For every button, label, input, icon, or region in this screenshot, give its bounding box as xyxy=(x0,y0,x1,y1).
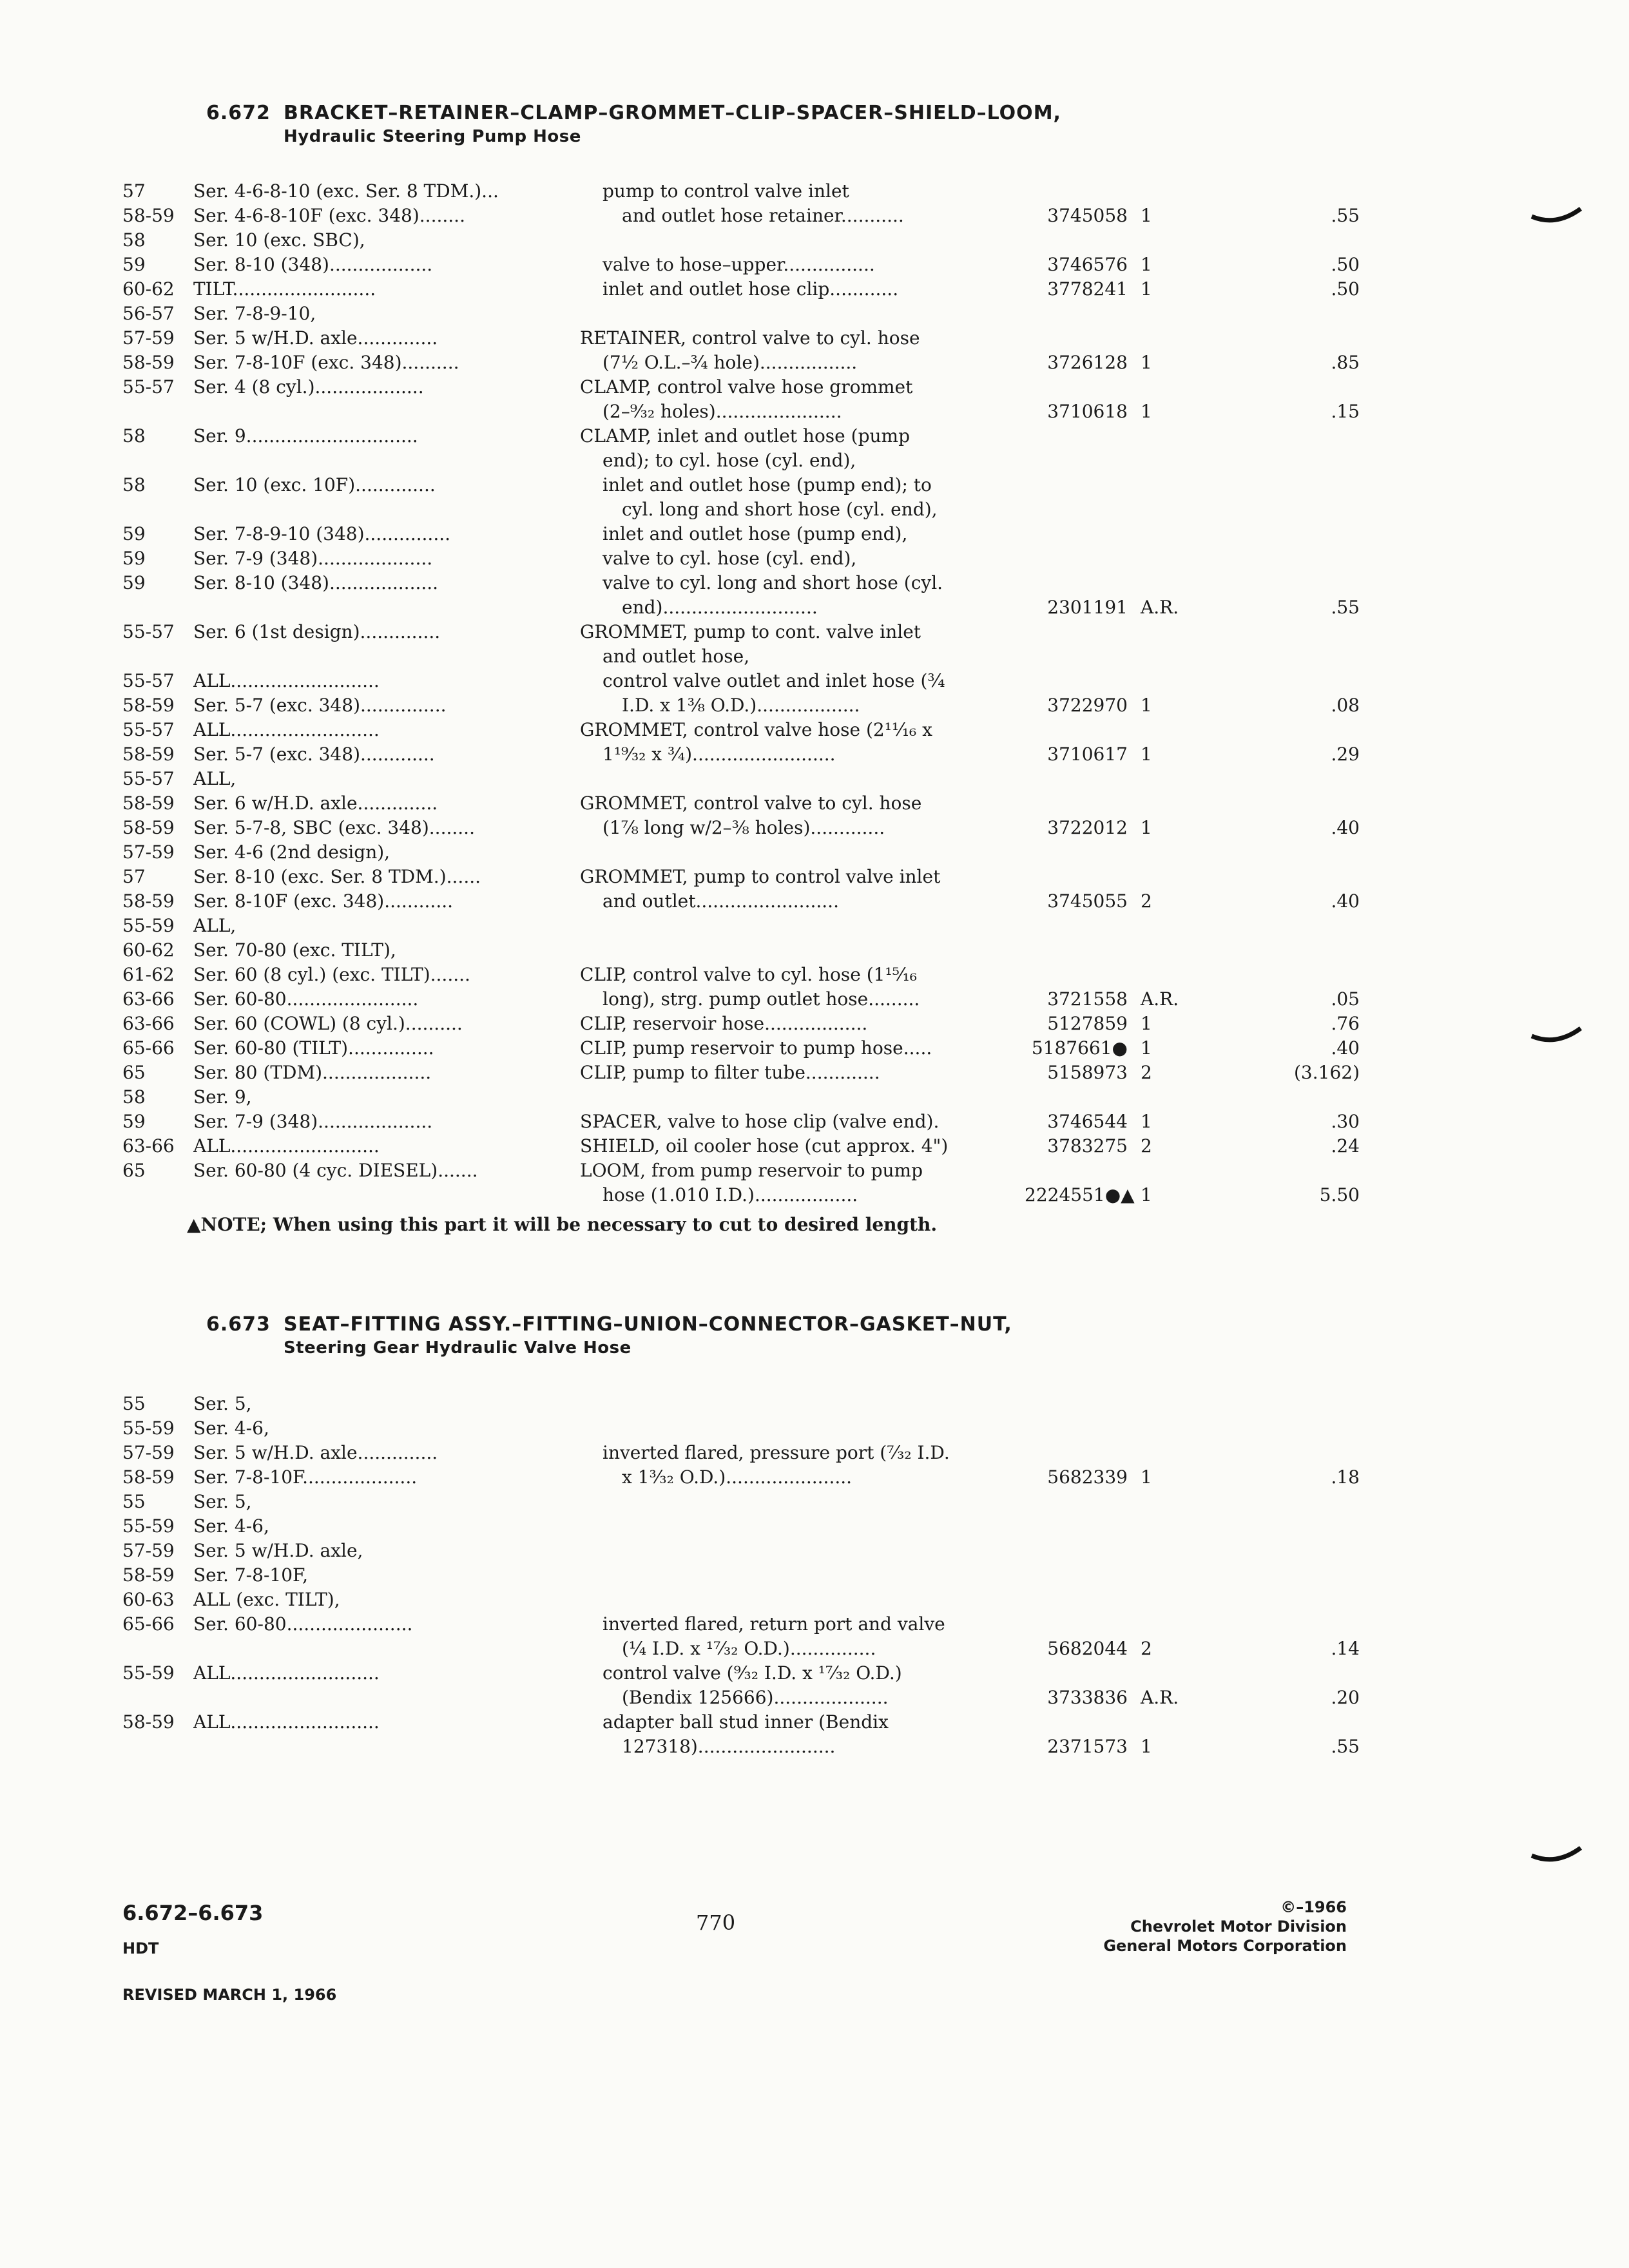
part-description: inlet and outlet hose clip............ xyxy=(602,278,899,300)
footer-left xyxy=(122,1901,336,2004)
quantity: 2 xyxy=(1141,890,1152,912)
part-description: SPACER, valve to hose clip (valve end). xyxy=(580,1111,940,1132)
part-number: 3722012 xyxy=(1047,817,1128,838)
table-row xyxy=(122,1490,1282,1514)
part-description: cyl. long and short hose (cyl. end), xyxy=(622,499,938,520)
application: Ser. 7-9 (348).................... xyxy=(193,1111,433,1132)
year-range: 58 xyxy=(122,229,146,251)
part-number: 3710617 xyxy=(1047,744,1128,765)
part-description: hose (1.010 I.D.).................. xyxy=(602,1184,858,1206)
footer-revised: REVISED MARCH 1, 1966 xyxy=(122,1986,337,2004)
application: Ser. 4 (8 cyl.)................... xyxy=(193,376,424,398)
part-number: 2224551●▲ xyxy=(1025,1184,1135,1206)
table-row xyxy=(122,424,1282,448)
quantity: 1 xyxy=(1141,817,1152,838)
part-description: pump to control valve inlet xyxy=(602,180,849,202)
year-range: 57-59 xyxy=(122,1442,175,1463)
table-row xyxy=(122,351,1360,375)
table-row xyxy=(122,1514,1282,1539)
year-range: 55 xyxy=(122,1491,146,1512)
table-row xyxy=(122,302,1282,326)
table-row xyxy=(122,840,1282,865)
part-number: 3722970 xyxy=(1047,695,1128,716)
part-number: 3726128 xyxy=(1047,352,1128,373)
year-range: 58-59 xyxy=(122,793,175,814)
table-row xyxy=(122,1686,1360,1710)
year-range: 56-57 xyxy=(122,303,175,324)
table-row xyxy=(122,963,1282,987)
part-description: inlet and outlet hose (pump end); to xyxy=(602,474,932,495)
year-range: 65 xyxy=(122,1062,146,1083)
application: Ser. 60-80....................... xyxy=(193,988,419,1010)
year-range: 55-59 xyxy=(122,1515,175,1537)
parts-table-6673 xyxy=(122,1392,1360,1759)
table-row xyxy=(122,1134,1360,1158)
year-range: 58-59 xyxy=(122,205,175,226)
part-description: inlet and outlet hose (pump end), xyxy=(602,523,908,544)
footer-corp: General Motors Corporation xyxy=(1103,1937,1347,1955)
part-description: GROMMET, pump to control valve inlet xyxy=(580,866,941,887)
part-description: 127318)........................ xyxy=(622,1736,836,1757)
part-number: 3745058 xyxy=(1047,205,1128,226)
quantity: 1 xyxy=(1141,1037,1152,1059)
price: .55 xyxy=(1331,205,1360,226)
year-range: 59 xyxy=(122,1111,146,1132)
application: ALL, xyxy=(193,915,236,936)
footer-hdt: HDT xyxy=(122,1939,159,1957)
year-range: 60-62 xyxy=(122,939,175,961)
binding-hole-mark xyxy=(1530,1844,1582,1867)
table-row xyxy=(122,1110,1360,1134)
table-row xyxy=(122,1612,1282,1637)
table-row xyxy=(122,1158,1282,1183)
part-description: (2–⁹⁄₃₂ holes)...................... xyxy=(602,401,842,422)
part-description: 1¹⁹⁄₃₂ x ¾)......................... xyxy=(602,744,836,765)
quantity: A.R. xyxy=(1141,597,1179,618)
table-row xyxy=(122,1441,1282,1465)
year-range: 55-57 xyxy=(122,670,175,691)
part-description: inverted flared, return port and valve xyxy=(602,1613,945,1635)
application: Ser. 7-8-10F (exc. 348).......... xyxy=(193,352,459,373)
year-range: 58-59 xyxy=(122,1564,175,1586)
part-description: CLIP, reservoir hose.................. xyxy=(580,1013,868,1034)
application: Ser. 80 (TDM)................... xyxy=(193,1062,432,1083)
application: Ser. 4-6-8-10F (exc. 348)........ xyxy=(193,205,465,226)
application: Ser. 4-6, xyxy=(193,1418,269,1439)
quantity: 1 xyxy=(1141,1013,1152,1034)
year-range: 57-59 xyxy=(122,841,175,863)
part-description: CLIP, control valve to cyl. hose (1¹⁵⁄₁₆ xyxy=(580,964,918,985)
part-description: long), strg. pump outlet hose......... xyxy=(602,988,920,1010)
table-row xyxy=(122,767,1282,791)
footer-division: Chevrolet Motor Division xyxy=(1130,1917,1347,1936)
part-number: 3746576 xyxy=(1047,254,1128,275)
price: .40 xyxy=(1331,890,1360,912)
application: Ser. 6 w/H.D. axle.............. xyxy=(193,793,438,814)
table-row xyxy=(122,1085,1282,1110)
quantity: 1 xyxy=(1141,1736,1152,1757)
parts-table-6672 xyxy=(122,179,1360,1207)
footer-copyright: ©–1966 xyxy=(1280,1898,1347,1916)
part-description: CLIP, pump to filter tube............. xyxy=(580,1062,880,1083)
year-range: 58-59 xyxy=(122,890,175,912)
application: Ser. 4-6-8-10 (exc. Ser. 8 TDM.)... xyxy=(193,180,499,202)
table-row xyxy=(122,522,1282,546)
footer-right xyxy=(1089,1898,1347,1956)
year-range: 55-57 xyxy=(122,621,175,642)
table-row xyxy=(122,546,1282,571)
part-number: 3778241 xyxy=(1047,278,1128,300)
table-row xyxy=(122,277,1360,302)
application: ALL.......................... xyxy=(193,1135,380,1157)
price: .55 xyxy=(1331,1736,1360,1757)
application: Ser. 60-80 (4 cyc. DIESEL)....... xyxy=(193,1160,478,1181)
table-row xyxy=(122,326,1282,351)
part-description: LOOM, from pump reservoir to pump xyxy=(580,1160,923,1181)
quantity: 1 xyxy=(1141,278,1152,300)
part-number: 3733836 xyxy=(1047,1687,1128,1708)
part-description: valve to hose–upper................ xyxy=(602,254,875,275)
quantity: 1 xyxy=(1141,401,1152,422)
year-range: 65-66 xyxy=(122,1613,175,1635)
quantity: 1 xyxy=(1141,352,1152,373)
year-range: 55-57 xyxy=(122,719,175,740)
application: Ser. 8-10 (exc. Ser. 8 TDM.)...... xyxy=(193,866,481,887)
quantity: 2 xyxy=(1141,1062,1152,1083)
part-description: x 1³⁄₃₂ O.D.)...................... xyxy=(622,1466,853,1488)
price: .20 xyxy=(1331,1687,1360,1708)
application: Ser. 60 (8 cyl.) (exc. TILT)....... xyxy=(193,964,470,985)
price: .24 xyxy=(1331,1135,1360,1157)
application: ALL (exc. TILT), xyxy=(193,1589,340,1610)
application: Ser. 5-7 (exc. 348)............. xyxy=(193,744,435,765)
quantity: 1 xyxy=(1141,254,1152,275)
part-description: end); to cyl. hose (cyl. end), xyxy=(602,450,856,471)
part-description: end)........................... xyxy=(622,597,818,618)
table-row xyxy=(122,375,1282,399)
table-row xyxy=(122,1012,1360,1036)
part-number: 2301191 xyxy=(1047,597,1128,618)
application: ALL.......................... xyxy=(193,1711,380,1733)
application: Ser. 8-10 (348).................. xyxy=(193,254,433,275)
year-range: 58-59 xyxy=(122,1466,175,1488)
section-6672-heading xyxy=(206,102,1061,146)
quantity: A.R. xyxy=(1141,1687,1179,1708)
application: Ser. 9.............................. xyxy=(193,425,418,447)
section-code: 6.672 xyxy=(206,102,271,124)
section-title: BRACKET–RETAINER–CLAMP–GROMMET–CLIP–SPACER–SHIELD–LOOM, xyxy=(284,102,1061,124)
part-description: and outlet hose, xyxy=(602,646,750,667)
quantity: 1 xyxy=(1141,1466,1152,1488)
part-description: and outlet hose retainer........... xyxy=(622,205,904,226)
table-row xyxy=(122,742,1360,767)
table-row xyxy=(122,1416,1282,1441)
part-description: GROMMET, control valve to cyl. hose xyxy=(580,793,922,814)
price: .14 xyxy=(1331,1638,1360,1659)
binding-hole-mark xyxy=(1530,1024,1582,1048)
table-row xyxy=(122,253,1360,277)
part-description: GROMMET, control valve hose (2¹¹⁄₁₆ x xyxy=(580,719,932,740)
price: .50 xyxy=(1331,278,1360,300)
table-row xyxy=(122,620,1282,644)
binding-hole-mark xyxy=(1530,205,1582,228)
table-row xyxy=(122,399,1360,424)
year-range: 55-59 xyxy=(122,915,175,936)
price: .08 xyxy=(1331,695,1360,716)
part-number: 5127859 xyxy=(1047,1013,1128,1034)
year-range: 55-57 xyxy=(122,376,175,398)
price: .50 xyxy=(1331,254,1360,275)
section-title: SEAT–FITTING ASSY.–FITTING–UNION–CONNECTOR–GASKET–NUT, xyxy=(284,1313,1012,1336)
quantity: 1 xyxy=(1141,205,1152,226)
table-row xyxy=(122,571,1282,595)
application: ALL.......................... xyxy=(193,670,380,691)
table-row xyxy=(122,1183,1360,1207)
table-row xyxy=(122,1539,1282,1563)
part-number: 3783275 xyxy=(1047,1135,1128,1157)
year-range: 58 xyxy=(122,1086,146,1108)
application: Ser. 7-8-10F.................... xyxy=(193,1466,418,1488)
application: Ser. 4-6, xyxy=(193,1515,269,1537)
application: Ser. 70-80 (exc. TILT), xyxy=(193,939,396,961)
application: Ser. 7-9 (348).................... xyxy=(193,548,433,569)
table-row xyxy=(122,791,1282,816)
table-row xyxy=(122,473,1282,497)
table-row xyxy=(122,1392,1282,1416)
year-range: 58-59 xyxy=(122,744,175,765)
table-row xyxy=(122,1563,1282,1588)
price: .05 xyxy=(1331,988,1360,1010)
table-row xyxy=(122,228,1282,253)
page-number: 770 xyxy=(696,1910,736,1935)
table-row xyxy=(122,1036,1360,1061)
year-range: 63-66 xyxy=(122,1013,175,1034)
table-row xyxy=(122,1061,1360,1085)
part-description: (¼ I.D. x ¹⁷⁄₃₂ O.D.)............... xyxy=(622,1638,876,1659)
application: TILT......................... xyxy=(193,278,376,300)
quantity: 2 xyxy=(1141,1135,1152,1157)
table-row xyxy=(122,693,1360,718)
quantity: 1 xyxy=(1141,744,1152,765)
quantity: A.R. xyxy=(1141,988,1179,1010)
year-range: 60-63 xyxy=(122,1589,175,1610)
application: ALL.......................... xyxy=(193,1662,380,1684)
year-range: 65-66 xyxy=(122,1037,175,1059)
quantity: 1 xyxy=(1141,1111,1152,1132)
year-range: 57-59 xyxy=(122,327,175,349)
application: Ser. 10 (exc. SBC), xyxy=(193,229,365,251)
part-number: 3745055 xyxy=(1047,890,1128,912)
part-description: control valve outlet and inlet hose (¾ xyxy=(602,670,945,691)
part-description: (1⅞ long w/2–⅜ holes)............. xyxy=(602,817,885,838)
part-number: 5158973 xyxy=(1047,1062,1128,1083)
table-row xyxy=(122,1735,1360,1759)
year-range: 57-59 xyxy=(122,1540,175,1561)
quantity: 1 xyxy=(1141,695,1152,716)
table-row xyxy=(122,644,1282,669)
price: .85 xyxy=(1331,352,1360,373)
section-6673-heading xyxy=(206,1313,1012,1358)
year-range: 58 xyxy=(122,474,146,495)
year-range: 58-59 xyxy=(122,1711,175,1733)
price: .18 xyxy=(1331,1466,1360,1488)
year-range: 65 xyxy=(122,1160,146,1181)
application: Ser. 8-10F (exc. 348)............ xyxy=(193,890,454,912)
part-description: valve to cyl. long and short hose (cyl. xyxy=(602,572,943,593)
part-number: 3721558 xyxy=(1047,988,1128,1010)
year-range: 57 xyxy=(122,866,146,887)
application: ALL, xyxy=(193,768,236,789)
table-row xyxy=(122,1661,1282,1686)
application: Ser. 9, xyxy=(193,1086,252,1108)
year-range: 59 xyxy=(122,254,146,275)
year-range: 58-59 xyxy=(122,352,175,373)
year-range: 61-62 xyxy=(122,964,175,985)
application: Ser. 60-80 (TILT)............... xyxy=(193,1037,434,1059)
table-row xyxy=(122,448,1282,473)
price: .40 xyxy=(1331,1037,1360,1059)
table-row xyxy=(122,669,1282,693)
table-row xyxy=(122,1465,1360,1490)
application: Ser. 7-8-10F, xyxy=(193,1564,309,1586)
year-range: 55-57 xyxy=(122,768,175,789)
part-number: 2371573 xyxy=(1047,1736,1128,1757)
table-row xyxy=(122,1637,1360,1661)
table-row xyxy=(122,1710,1282,1735)
year-range: 60-62 xyxy=(122,278,175,300)
year-range: 58-59 xyxy=(122,695,175,716)
year-range: 63-66 xyxy=(122,988,175,1010)
year-range: 55-59 xyxy=(122,1418,175,1439)
table-row xyxy=(122,889,1360,914)
price: .40 xyxy=(1331,817,1360,838)
price: .30 xyxy=(1331,1111,1360,1132)
application: Ser. 5 w/H.D. axle.............. xyxy=(193,1442,438,1463)
table-row xyxy=(122,718,1282,742)
part-description: RETAINER, control valve to cyl. hose xyxy=(580,327,920,349)
price: .29 xyxy=(1331,744,1360,765)
part-description: SHIELD, oil cooler hose (cut approx. 4") xyxy=(580,1135,949,1157)
price: (3.162) xyxy=(1293,1062,1360,1083)
application: Ser. 10 (exc. 10F).............. xyxy=(193,474,436,495)
section-subtitle: Hydraulic Steering Pump Hose xyxy=(284,127,581,146)
price: .55 xyxy=(1331,597,1360,618)
quantity: 1 xyxy=(1141,1184,1152,1206)
table-row xyxy=(122,179,1282,204)
part-number: 5682339 xyxy=(1047,1466,1128,1488)
part-description: CLAMP, inlet and outlet hose (pump xyxy=(580,425,910,447)
application: Ser. 8-10 (348)................... xyxy=(193,572,439,593)
section-subtitle: Steering Gear Hydraulic Valve Hose xyxy=(284,1338,631,1358)
table-row xyxy=(122,938,1282,963)
table-row xyxy=(122,987,1360,1012)
year-range: 58-59 xyxy=(122,817,175,838)
part-description: CLAMP, control valve hose grommet xyxy=(580,376,913,398)
table-row xyxy=(122,1588,1282,1612)
part-description: GROMMET, pump to cont. valve inlet xyxy=(580,621,921,642)
application: Ser. 7-8-9-10 (348)............... xyxy=(193,523,451,544)
part-number: 5187661● xyxy=(1031,1037,1128,1059)
application: Ser. 60 (COWL) (8 cyl.).......... xyxy=(193,1013,463,1034)
table-row xyxy=(122,865,1282,889)
application: Ser. 5, xyxy=(193,1491,252,1512)
year-range: 57 xyxy=(122,180,146,202)
application: Ser. 60-80...................... xyxy=(193,1613,413,1635)
price: 5.50 xyxy=(1319,1184,1360,1206)
part-description: (7½ O.L.–¾ hole)................. xyxy=(602,352,858,373)
application: Ser. 4-6 (2nd design), xyxy=(193,841,390,863)
table-row xyxy=(122,816,1360,840)
application: Ser. 5 w/H.D. axle.............. xyxy=(193,327,438,349)
application: Ser. 5, xyxy=(193,1393,252,1414)
part-description: I.D. x 1⅜ O.D.).................. xyxy=(622,695,860,716)
year-range: 55-59 xyxy=(122,1662,175,1684)
footnote: ▲NOTE; When using this part it will be necessary to cut to desired length. xyxy=(187,1214,938,1235)
year-range: 63-66 xyxy=(122,1135,175,1157)
part-description: and outlet......................... xyxy=(602,890,839,912)
part-description: control valve (⁹⁄₃₂ I.D. x ¹⁷⁄₃₂ O.D.) xyxy=(602,1662,902,1684)
application: Ser. 5-7-8, SBC (exc. 348)........ xyxy=(193,817,475,838)
price: .76 xyxy=(1331,1013,1360,1034)
table-row xyxy=(122,204,1360,228)
quantity: 2 xyxy=(1141,1638,1152,1659)
part-description: adapter ball stud inner (Bendix xyxy=(602,1711,889,1733)
year-range: 59 xyxy=(122,523,146,544)
part-description: (Bendix 125666).................... xyxy=(622,1687,889,1708)
year-range: 59 xyxy=(122,572,146,593)
part-description: inverted flared, pressure port (⁷⁄₃₂ I.D. xyxy=(602,1442,950,1463)
table-row xyxy=(122,914,1282,938)
application: Ser. 6 (1st design).............. xyxy=(193,621,441,642)
year-range: 59 xyxy=(122,548,146,569)
section-code: 6.673 xyxy=(206,1313,271,1336)
part-number: 3710618 xyxy=(1047,401,1128,422)
part-description: CLIP, pump reservoir to pump hose..... xyxy=(580,1037,932,1059)
application: ALL.......................... xyxy=(193,719,380,740)
part-number: 3746544 xyxy=(1047,1111,1128,1132)
application: Ser. 5-7 (exc. 348)............... xyxy=(193,695,447,716)
part-number: 5682044 xyxy=(1047,1638,1128,1659)
part-description: valve to cyl. hose (cyl. end), xyxy=(602,548,857,569)
footer-ref: 6.672–6.673 xyxy=(122,1901,264,1925)
table-row xyxy=(122,595,1360,620)
application: Ser. 7-8-9-10, xyxy=(193,303,316,324)
year-range: 55 xyxy=(122,1393,146,1414)
year-range: 58 xyxy=(122,425,146,447)
table-row xyxy=(122,497,1282,522)
application: Ser. 5 w/H.D. axle, xyxy=(193,1540,363,1561)
price: .15 xyxy=(1331,401,1360,422)
